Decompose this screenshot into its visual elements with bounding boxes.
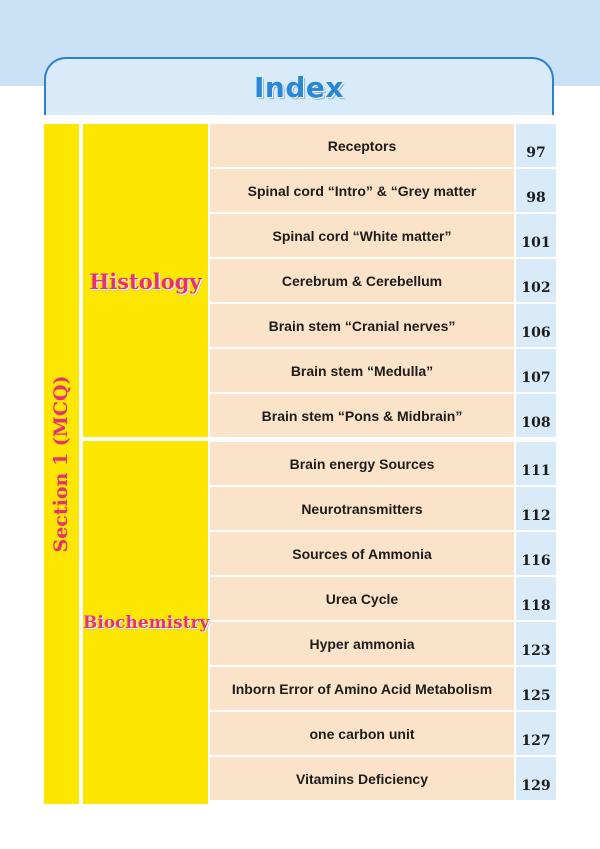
topic-cell: Sources of Ammonia	[210, 532, 514, 575]
page-title: Index	[254, 70, 344, 104]
subject-cell-biochemistry	[83, 441, 208, 804]
topic-cell: Receptors	[210, 124, 514, 167]
topic-cell: Inborn Error of Amino Acid Metabolism	[210, 667, 514, 710]
index-row[interactable]	[210, 532, 556, 575]
index-row[interactable]	[210, 667, 556, 710]
index-row[interactable]	[210, 442, 556, 485]
topic-cell: Spinal cord “White matter”	[210, 214, 514, 257]
index-row[interactable]	[210, 622, 556, 665]
topic-cell: Brain energy Sources	[210, 442, 514, 485]
page-number: 102	[516, 259, 556, 302]
title-box	[44, 57, 554, 115]
index-row[interactable]	[210, 577, 556, 620]
topic-cell: Brain stem “Medulla”	[210, 349, 514, 392]
page-number: 107	[516, 349, 556, 392]
page-number: 112	[516, 487, 556, 530]
index-row[interactable]	[210, 394, 556, 437]
index-row[interactable]	[210, 304, 556, 347]
index-table	[44, 124, 556, 804]
page-number: 123	[516, 622, 556, 665]
topic-cell: Spinal cord “Intro” & “Grey matter	[210, 169, 514, 212]
section-column	[44, 124, 79, 804]
index-row[interactable]	[210, 349, 556, 392]
page-number: 101	[516, 214, 556, 257]
page-number: 118	[516, 577, 556, 620]
topic-cell: one carbon unit	[210, 712, 514, 755]
index-row[interactable]	[210, 712, 556, 755]
page-number: 97	[516, 124, 556, 167]
topic-cell: Vitamins Deficiency	[210, 757, 514, 800]
index-row[interactable]	[210, 169, 556, 212]
subject-cell-histology	[83, 124, 208, 437]
page-number: 127	[516, 712, 556, 755]
index-row[interactable]	[210, 259, 556, 302]
index-row[interactable]	[210, 487, 556, 530]
page-number: 125	[516, 667, 556, 710]
topic-cell: Cerebrum & Cerebellum	[210, 259, 514, 302]
section-label: Section 1 (MCQ)	[50, 375, 72, 553]
subject-label: Histology	[89, 269, 202, 294]
topic-cell: Brain stem “Cranial nerves”	[210, 304, 514, 347]
page-number: 111	[516, 442, 556, 485]
topic-cell: Neurotransmitters	[210, 487, 514, 530]
page-number: 98	[516, 169, 556, 212]
topic-cell: Brain stem “Pons & Midbrain”	[210, 394, 514, 437]
index-row[interactable]	[210, 124, 556, 167]
page-number: 106	[516, 304, 556, 347]
page-number: 129	[516, 757, 556, 800]
topic-cell: Urea Cycle	[210, 577, 514, 620]
topic-cell: Hyper ammonia	[210, 622, 514, 665]
index-row[interactable]	[210, 757, 556, 800]
index-row[interactable]	[210, 214, 556, 257]
page-number: 108	[516, 394, 556, 437]
page-number: 116	[516, 532, 556, 575]
subject-label: Biochemistry	[83, 613, 210, 633]
